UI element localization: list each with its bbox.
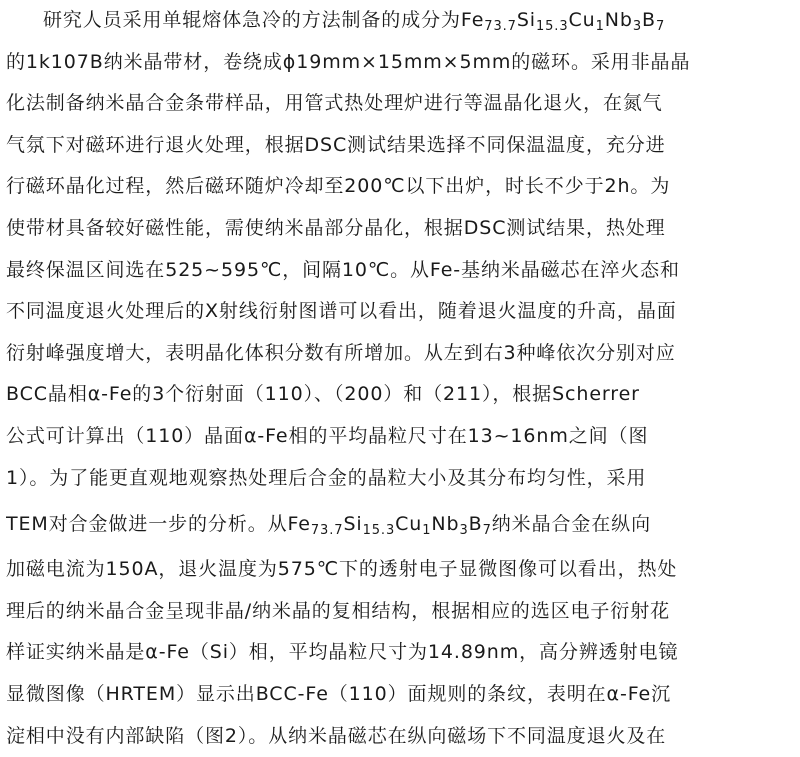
text-line: 研究人员采用单辊熔体急冷的方法制备的成分为$Fe_{73.7}Si_{15.3}Cu_1Nb_3B_7$ [6,0,798,42]
text-line: 衍射峰强度增大，表明晶化体积分数有所增加。从左到右3种峰依次分别对应 [6,333,798,375]
text-line: 公式可计算出（110）晶面α-Fe相的平均晶粒尺寸在13~16nm之间（图 [6,416,798,458]
text-line: TEM对合金做进一步的分析。从$Fe_{73.7}Si_{15.3}Cu_1Nb_3B_7$纳米晶合金在纵向 [6,499,798,549]
text-line: 化法制备纳米晶合金条带样品，用管式热处理炉进行等温晶化退火，在氮气 [6,83,798,125]
text-line: 不同温度退火处理后的X射线衍射图谱可以看出，随着退火温度的升高，晶面 [6,291,798,333]
text-line: 显微图像（HRTEM）显示出BCC-Fe（110）面规则的条纹，表明在α-Fe沉 [6,674,798,716]
text-line: 行磁环晶化过程，然后磁环随炉冷却至200℃以下出炉，时长不少于2h。为 [6,166,798,208]
text-line: 样证实纳米晶是α-Fe（Si）相，平均晶粒尺寸为14.89nm，高分辨透射电镜 [6,632,798,674]
text-line: 理后的纳米晶合金呈现非晶/纳米晶的复相结构，根据相应的选区电子衍射花 [6,591,798,633]
text-line: 加磁电流为150A，退火温度为575℃下的透射电子显微图像可以看出，热处 [6,549,798,591]
text-line: 最终保温区间选在525~595℃，间隔10℃。从Fe-基纳米晶磁芯在淬火态和 [6,250,798,292]
text-line: 使带材具备较好磁性能，需使纳米晶部分晶化，根据DSC测试结果，热处理 [6,208,798,250]
text-line: 的1k107B纳米晶带材，卷绕成ϕ19mm×15mm×5mm的磁环。采用非晶晶 [6,42,798,84]
text-line: 气氛下对磁环进行退火处理，根据DSC测试结果选择不同保温温度，充分进 [6,125,798,167]
text-line: 淀相中没有内部缺陷（图2）。从纳米晶磁芯在纵向磁场下不同温度退火及在 [6,716,798,757]
body-paragraph [6,0,798,757]
text-line: BCC晶相α-Fe的3个衍射面（110）、（200）和（211），根据Scherrer [6,374,798,416]
text-line: 1）。为了能更直观地观察热处理后合金的晶粒大小及其分布均匀性，采用 [6,458,798,500]
